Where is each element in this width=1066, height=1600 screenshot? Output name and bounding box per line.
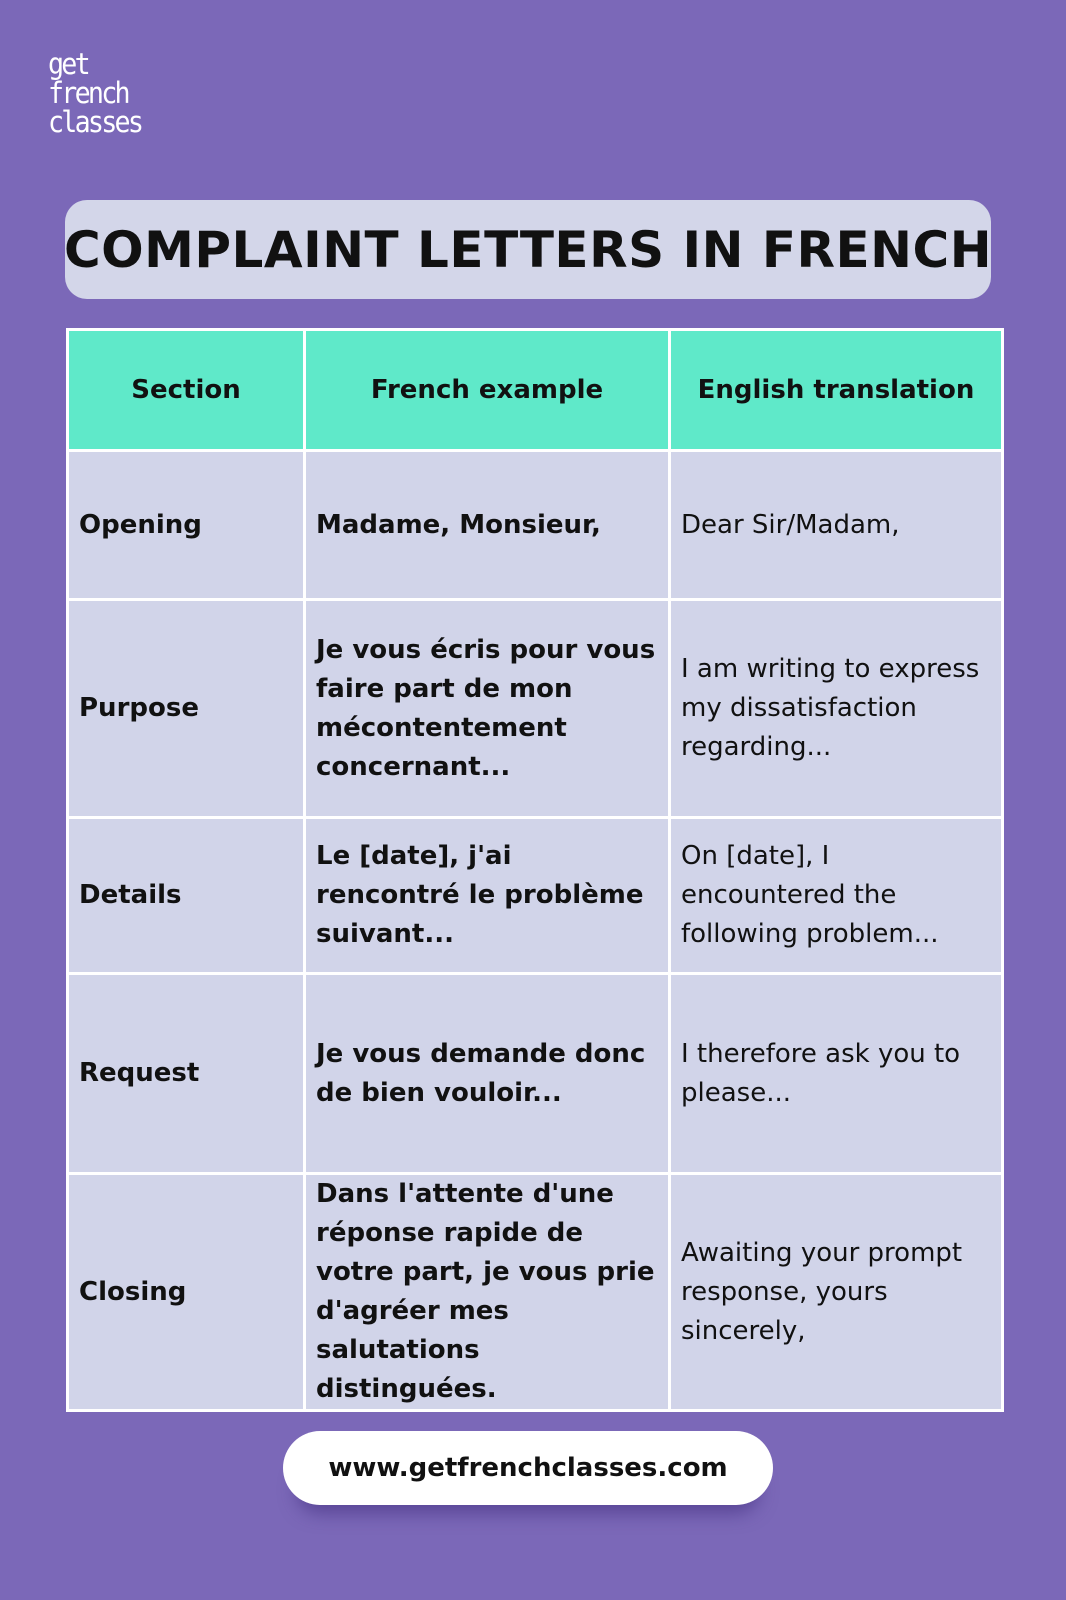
website-link[interactable] (283, 1431, 773, 1505)
phrase-table (66, 328, 1004, 1412)
title-banner (65, 200, 991, 299)
brand-logo (48, 47, 142, 139)
section-cell: Opening (68, 451, 305, 600)
english-cell: I am writing to express my dissatisfaction regarding... (670, 600, 1003, 818)
table-row-opening (68, 451, 1003, 600)
english-cell: On [date], I encountered the following problem... (670, 818, 1003, 974)
table-row-request (68, 974, 1003, 1174)
logo-line-classes: classes (48, 105, 142, 139)
column-header-english: English translation (670, 330, 1003, 451)
table-row-closing (68, 1174, 1003, 1411)
french-cell: Le [date], j'ai rencontré le problème suivant... (305, 818, 670, 974)
table-header-row (68, 330, 1003, 451)
section-cell: Closing (68, 1174, 305, 1411)
logo-line-french: french (48, 76, 128, 110)
french-cell: Dans l'attente d'une réponse rapide de votre part, je vous prie d'agréer mes salutations distinguées. (305, 1174, 670, 1411)
column-header-french: French example (305, 330, 670, 451)
table-row-purpose (68, 600, 1003, 818)
french-cell: Madame, Monsieur, (305, 451, 670, 600)
english-cell: I therefore ask you to please... (670, 974, 1003, 1174)
website-url: www.getfrenchclasses.com (328, 1453, 728, 1483)
table-row-details (68, 818, 1003, 974)
page-title: COMPLAINT LETTERS IN FRENCH (63, 220, 993, 279)
column-header-section: Section (68, 330, 305, 451)
english-cell: Awaiting your prompt response, yours sincerely, (670, 1174, 1003, 1411)
section-cell: Purpose (68, 600, 305, 818)
section-cell: Details (68, 818, 305, 974)
french-cell: Je vous écris pour vous faire part de mon mécontentement concernant... (305, 600, 670, 818)
logo-line-get: get (48, 47, 88, 81)
english-cell: Dear Sir/Madam, (670, 451, 1003, 600)
section-cell: Request (68, 974, 305, 1174)
french-cell: Je vous demande donc de bien vouloir... (305, 974, 670, 1174)
